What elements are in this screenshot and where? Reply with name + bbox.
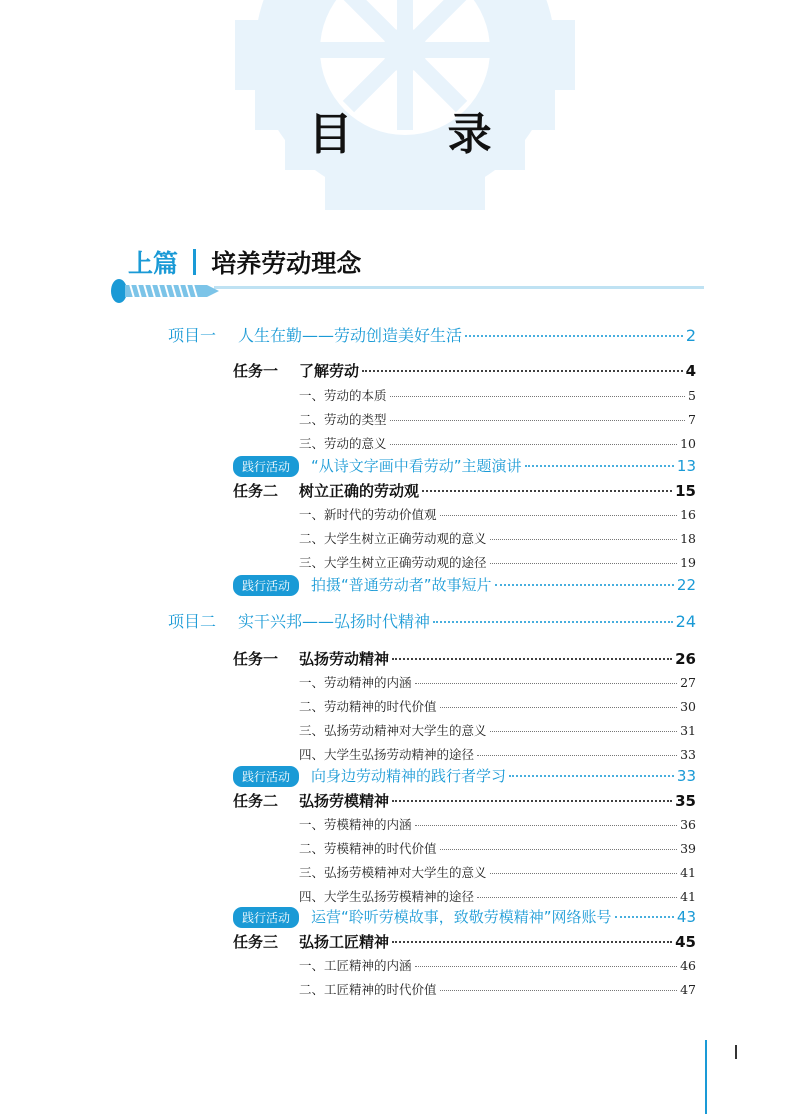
page-number: 43	[676, 908, 696, 926]
part-heading	[128, 244, 361, 278]
toc-task-row[interactable]	[233, 360, 696, 381]
page-number: 33	[680, 747, 696, 762]
entry-title: 一、新时代的劳动价值观	[299, 507, 437, 522]
entry-title: 了解劳动	[299, 362, 360, 380]
entry-title: 一、劳动精神的内涵	[299, 675, 412, 690]
entry-title: 四、大学生弘扬劳动精神的途径	[299, 747, 475, 762]
leader-dots	[477, 897, 677, 898]
project-label: 项目二	[168, 612, 217, 631]
entry-title: 一、劳模精神的内涵	[299, 817, 412, 832]
leader-dots	[422, 490, 672, 492]
entry-title: 人生在勤——劳动创造美好生活	[238, 326, 463, 345]
leader-dots	[525, 465, 674, 467]
leader-dots	[490, 563, 678, 564]
leader-dots	[495, 584, 674, 586]
toc-sub-row[interactable]	[299, 529, 696, 547]
project-label: 项目一	[168, 326, 217, 345]
entry-title: 二、工匠精神的时代价值	[299, 982, 437, 997]
entry-title: 二、劳动的类型	[299, 412, 387, 427]
toc-activity-row[interactable]	[233, 455, 696, 477]
toc-activity-row[interactable]	[233, 765, 696, 787]
entry-title: 三、弘扬劳模精神对大学生的意义	[299, 865, 487, 880]
toc-sub-row[interactable]	[299, 673, 696, 691]
entry-title: 一、工匠精神的内涵	[299, 958, 412, 973]
toc-sub-row[interactable]	[299, 815, 696, 833]
margin-rule	[705, 1040, 707, 1114]
activity-badge: 践行活动	[233, 766, 299, 787]
page-number: 27	[680, 675, 696, 690]
entry-title: 一、劳动的本质	[299, 388, 387, 403]
page-number: 7	[688, 412, 696, 427]
toc-sub-row[interactable]	[299, 721, 696, 739]
toc-sub-row[interactable]	[299, 863, 696, 881]
entry-title: 实干兴邦——弘扬时代精神	[238, 612, 431, 631]
leader-dots	[440, 515, 678, 516]
leader-dots	[415, 966, 678, 967]
margin-tick	[735, 1045, 737, 1059]
leader-dots	[440, 990, 678, 991]
toc-sub-row[interactable]	[299, 434, 696, 452]
leader-dots	[392, 800, 672, 802]
toc-activity-row[interactable]	[233, 906, 696, 928]
entry-title: 三、大学生树立正确劳动观的途径	[299, 555, 487, 570]
page-number: 4	[685, 362, 696, 380]
leader-dots	[509, 775, 674, 777]
leader-dots	[433, 621, 673, 623]
entry-title: 向身边劳动精神的践行者学习	[311, 767, 507, 785]
toc-project-row[interactable]	[168, 323, 696, 346]
page-number: 19	[680, 555, 696, 570]
page-number: 47	[680, 982, 696, 997]
leader-dots	[390, 420, 686, 421]
leader-dots	[415, 825, 678, 826]
leader-dots	[362, 370, 683, 372]
toc-sub-row[interactable]	[299, 505, 696, 523]
part-title: 培养劳动理念	[211, 249, 362, 278]
toc-sub-row[interactable]	[299, 887, 696, 905]
task-label: 任务一	[233, 650, 279, 668]
leader-dots	[392, 658, 672, 660]
toc-task-row[interactable]	[233, 480, 696, 501]
page-number: 46	[680, 958, 696, 973]
page-title: 目 录	[308, 109, 532, 160]
leader-dots	[440, 707, 678, 708]
leader-dots	[490, 731, 678, 732]
entry-title: 弘扬工匠精神	[299, 933, 390, 951]
toc-task-row[interactable]	[233, 931, 696, 952]
toc-activity-row[interactable]	[233, 574, 696, 596]
page-number: 45	[675, 933, 696, 951]
part-separator	[193, 249, 196, 275]
part-label: 上篇	[128, 249, 179, 278]
page-number: 41	[680, 865, 696, 880]
activity-badge: 践行活动	[233, 907, 299, 928]
toc-task-row[interactable]	[233, 790, 696, 811]
toc-sub-row[interactable]	[299, 745, 696, 763]
entry-title: 二、劳动精神的时代价值	[299, 699, 437, 714]
leader-dots	[440, 849, 678, 850]
toc-sub-row[interactable]	[299, 386, 696, 404]
leader-dots	[465, 335, 683, 337]
entry-title: 二、劳模精神的时代价值	[299, 841, 437, 856]
toc-sub-row[interactable]	[299, 956, 696, 974]
page-number: 24	[675, 612, 696, 631]
page-number: 13	[676, 457, 696, 475]
activity-badge: 践行活动	[233, 456, 299, 477]
page-number: 15	[675, 482, 696, 500]
page-number: 22	[676, 576, 696, 594]
leader-dots	[390, 444, 678, 445]
page-number: 10	[680, 436, 696, 451]
heading-rule	[214, 286, 704, 289]
page-number: 41	[680, 889, 696, 904]
entry-title: “从诗文字画中看劳动”主题演讲	[311, 457, 522, 475]
page-number: 35	[675, 792, 696, 810]
toc-project-row[interactable]	[168, 609, 696, 632]
leader-dots	[415, 683, 678, 684]
entry-title: 弘扬劳模精神	[299, 792, 390, 810]
leader-dots	[392, 941, 672, 943]
entry-title: 二、大学生树立正确劳动观的意义	[299, 531, 487, 546]
page-number: 2	[685, 326, 696, 345]
toc-sub-row[interactable]	[299, 553, 696, 571]
screw-icon	[108, 278, 220, 304]
entry-title: 弘扬劳动精神	[299, 650, 390, 668]
page-number: 18	[680, 531, 696, 546]
task-label: 任务三	[233, 933, 279, 951]
entry-title: 四、大学生弘扬劳模精神的途径	[299, 889, 475, 904]
task-label: 任务一	[233, 362, 279, 380]
entry-title: 运营“聆听劳模故事，致敬劳模精神”网络账号	[311, 908, 612, 926]
page-number: 5	[688, 388, 696, 403]
leader-dots	[490, 539, 678, 540]
entry-title: 拍摄“普通劳动者”故事短片	[311, 576, 492, 594]
entry-title: 三、弘扬劳动精神对大学生的意义	[299, 723, 487, 738]
activity-badge: 践行活动	[233, 575, 299, 596]
leader-dots	[615, 916, 674, 918]
task-label: 任务二	[233, 482, 279, 500]
page-number: 30	[680, 699, 696, 714]
leader-dots	[490, 873, 678, 874]
task-label: 任务二	[233, 792, 279, 810]
toc-sub-row[interactable]	[299, 839, 696, 857]
page-number: 39	[680, 841, 696, 856]
page-number: 36	[680, 817, 696, 832]
page-number: 16	[680, 507, 696, 522]
toc-sub-row[interactable]	[299, 980, 696, 998]
page-number: 31	[680, 723, 696, 738]
leader-dots	[390, 396, 686, 397]
entry-title: 树立正确的劳动观	[299, 482, 420, 500]
leader-dots	[477, 755, 677, 756]
toc-sub-row[interactable]	[299, 410, 696, 428]
page-number: 33	[676, 767, 696, 785]
page-number: 26	[675, 650, 696, 668]
toc-sub-row[interactable]	[299, 697, 696, 715]
entry-title: 三、劳动的意义	[299, 436, 387, 451]
toc-task-row[interactable]	[233, 648, 696, 669]
